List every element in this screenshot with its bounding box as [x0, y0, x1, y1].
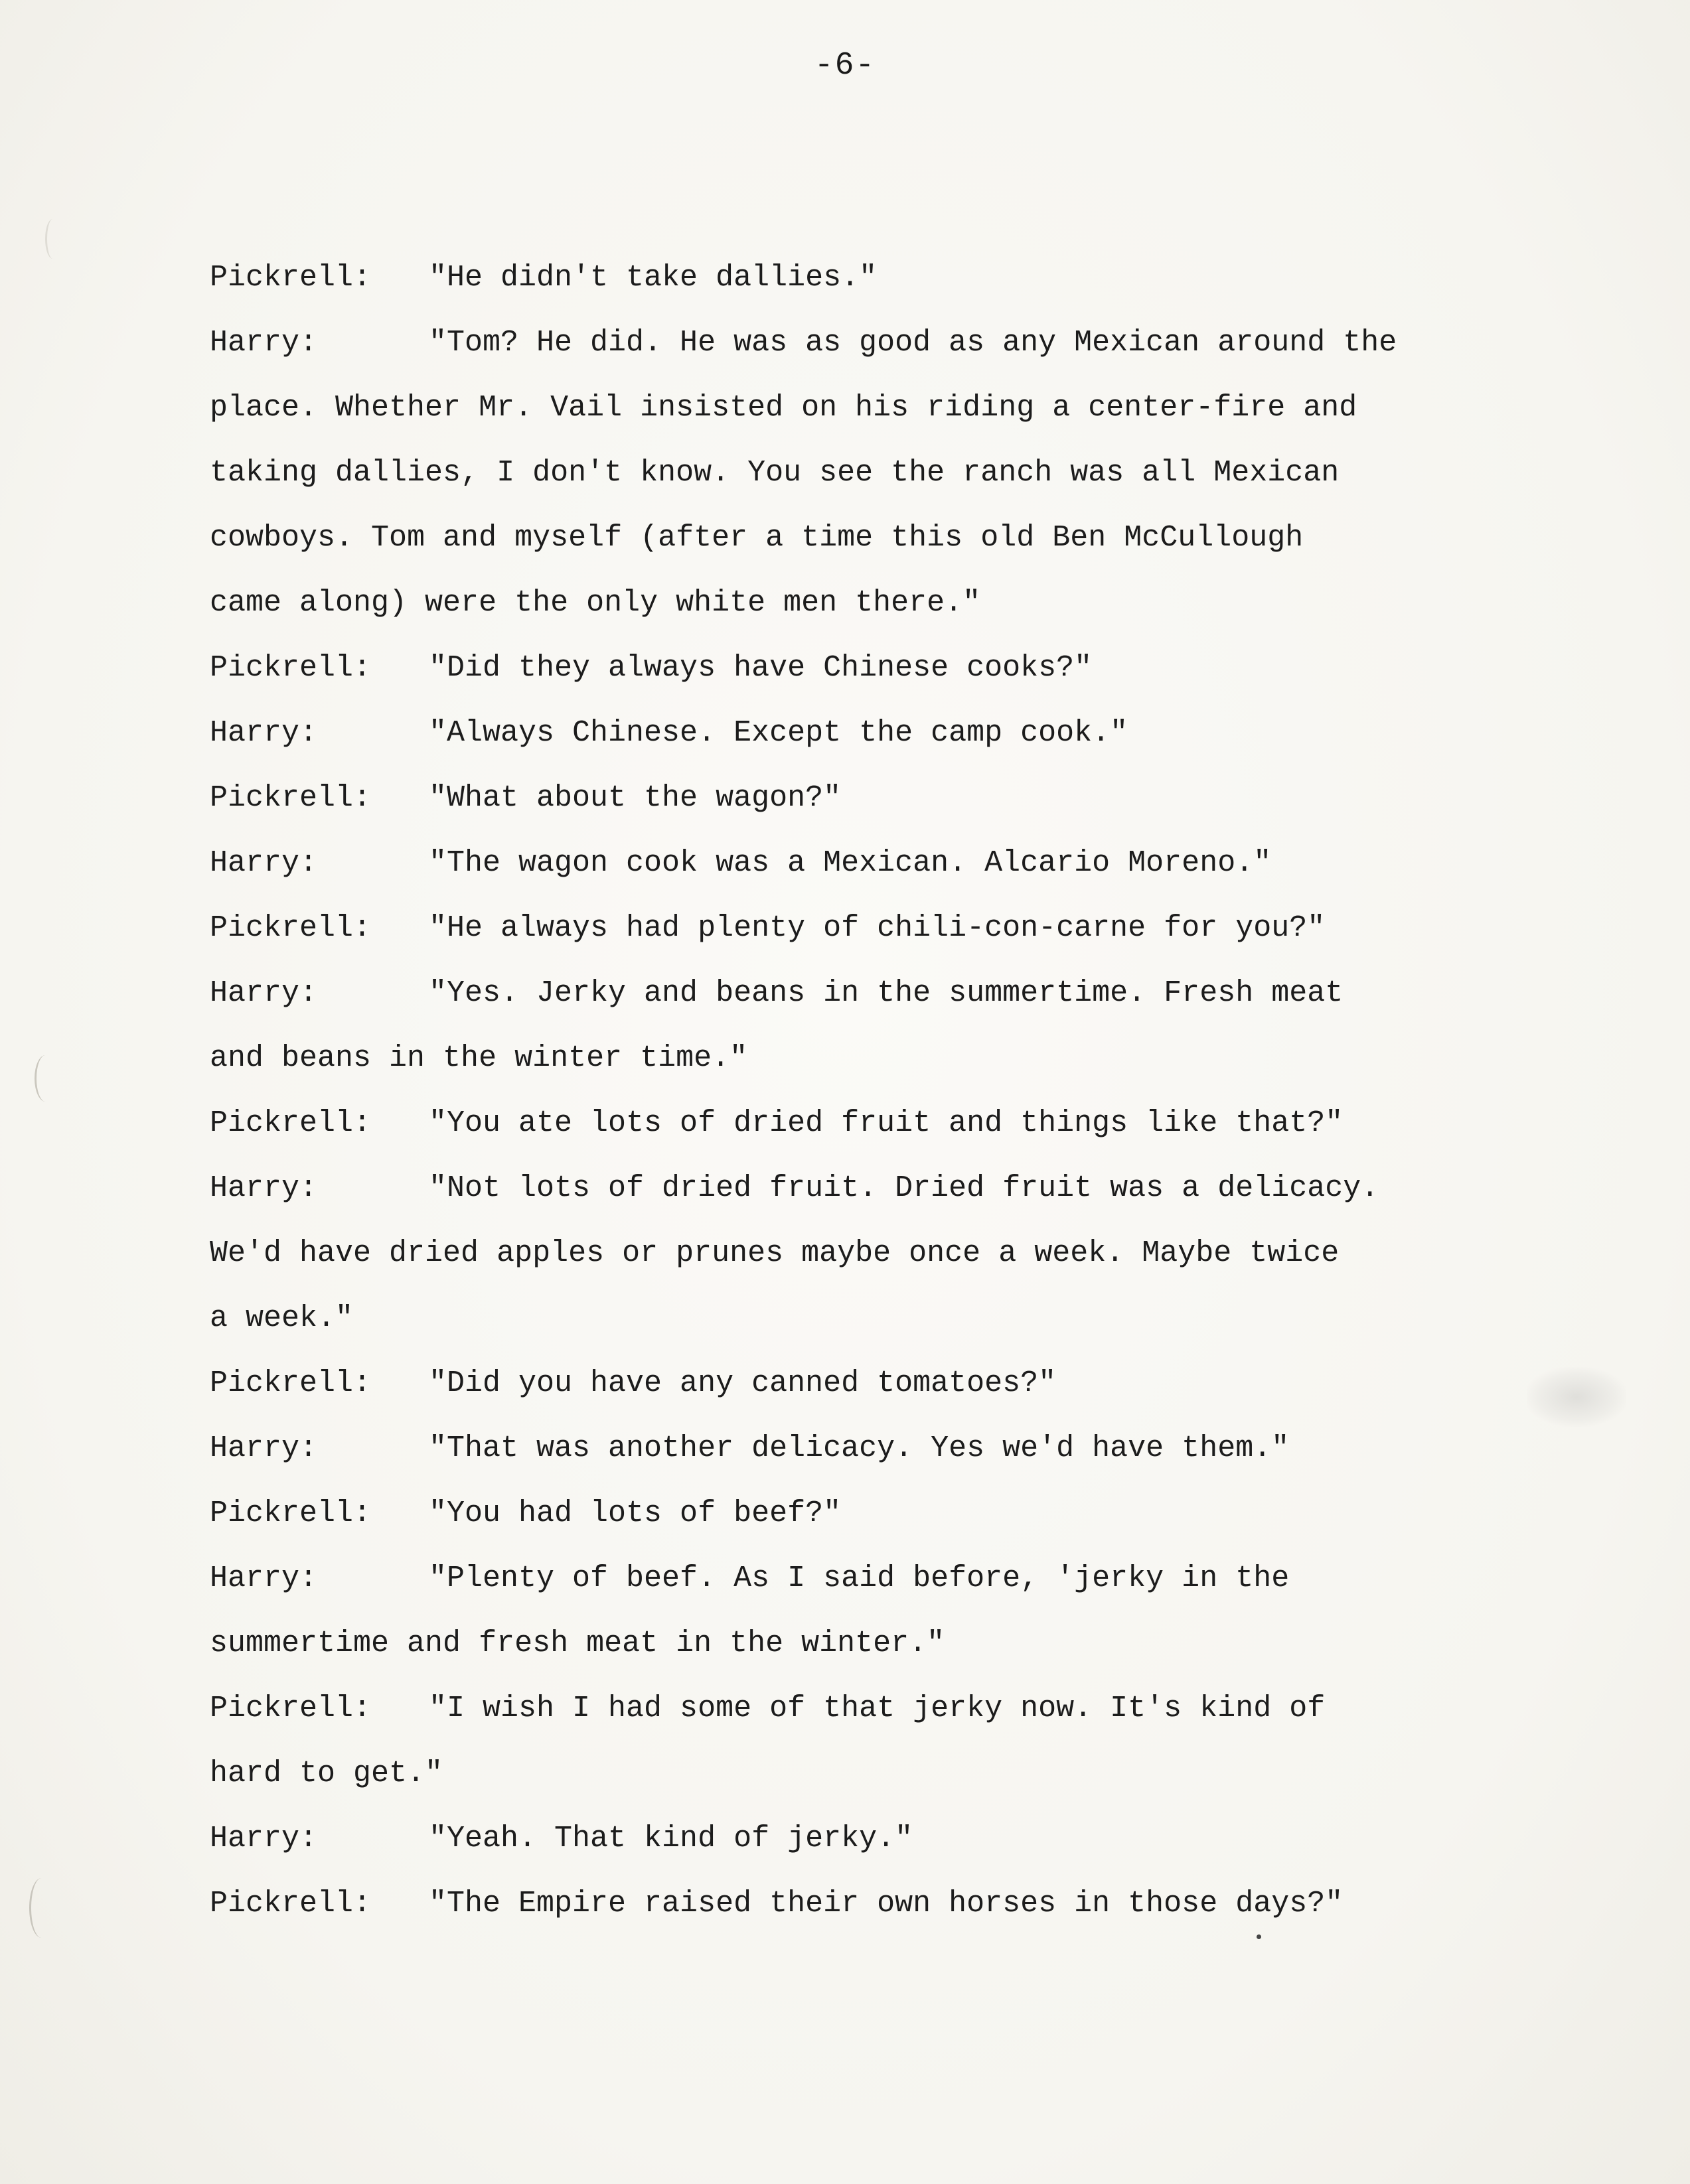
speaker-label: Pickrell: [210, 1496, 372, 1530]
transcript-entry [210, 1416, 1537, 1481]
transcript-entry [210, 961, 1537, 1026]
speech-continuation-line: cowboys. Tom and myself (after a time this old Ben McCullough [210, 521, 1304, 555]
transcript-entry [210, 636, 1537, 701]
speaker-label: Harry: [210, 1822, 318, 1856]
interview-transcript [210, 246, 1537, 1936]
speaker-label: Pickrell: [210, 1692, 372, 1725]
speech-line: "Yeah. That kind of jerky." [429, 1822, 913, 1856]
margin-paper-mark [45, 219, 60, 259]
speech-line: "Plenty of beef. As I said before, 'jerky in the [429, 1562, 1290, 1595]
speaker-label: Harry: [210, 846, 318, 880]
transcript-entry [210, 701, 1537, 766]
speaker-label: Pickrell: [210, 911, 372, 945]
speaker-label: Harry: [210, 1431, 318, 1465]
transcript-entry [210, 1351, 1537, 1416]
transcript-entry [210, 896, 1537, 961]
speech-line: "He always had plenty of chili-con-carne for you?" [429, 911, 1326, 945]
speaker-label: Pickrell: [210, 651, 372, 685]
transcript-entry [210, 246, 1537, 311]
speech-line: "The wagon cook was a Mexican. Alcario Moreno." [429, 846, 1272, 880]
speech-continuation-line: a week." [210, 1301, 354, 1335]
transcript-entry [210, 1156, 1537, 1221]
speech-continuation-line: taking dallies, I don't know. You see the ranch was all Mexican [210, 456, 1340, 490]
transcript-entry [210, 1546, 1537, 1611]
margin-paper-mark [35, 1055, 56, 1102]
speech-line: "He didn't take dallies." [429, 261, 878, 295]
speech-line: "Not lots of dried fruit. Dried fruit was a delicacy. [429, 1171, 1379, 1205]
speech-continuation-line: hard to get." [210, 1757, 443, 1790]
speaker-label: Harry: [210, 326, 318, 360]
transcript-entry [210, 1481, 1537, 1546]
speech-continuation-line: and beans in the winter time." [210, 1041, 748, 1075]
speaker-label: Pickrell: [210, 261, 372, 295]
speech-line: "You had lots of beef?" [429, 1496, 842, 1530]
page-number: -6- [814, 48, 876, 84]
speaker-label: Pickrell: [210, 781, 372, 815]
transcript-entry [210, 1091, 1537, 1156]
transcript-entry [210, 1676, 1537, 1741]
speaker-label: Pickrell: [210, 1887, 372, 1921]
speech-continuation-line: place. Whether Mr. Vail insisted on his riding a center-fire and [210, 391, 1357, 425]
transcript-entry [210, 311, 1537, 376]
speech-line: "That was another delicacy. Yes we'd have them." [429, 1431, 1290, 1465]
speaker-label: Pickrell: [210, 1106, 372, 1140]
speaker-label: Harry: [210, 1171, 318, 1205]
speech-line: "What about the wagon?" [429, 781, 842, 815]
speech-line: "Did you have any canned tomatoes?" [429, 1366, 1057, 1400]
speech-continuation-line: came along) were the only white men there." [210, 586, 981, 620]
speech-continuation-line: We'd have dried apples or prunes maybe once a week. Maybe twice [210, 1236, 1340, 1270]
speech-line: "You ate lots of dried fruit and things like that?" [429, 1106, 1344, 1140]
transcript-entry [210, 1806, 1537, 1871]
margin-paper-mark [29, 1878, 54, 1938]
speaker-label: Harry: [210, 716, 318, 750]
speech-line: "Tom? He did. He was as good as any Mexican around the [429, 326, 1397, 360]
speech-line: "Yes. Jerky and beans in the summertime. Fresh meat [429, 976, 1344, 1010]
speech-continuation-line: summertime and fresh meat in the winter." [210, 1627, 945, 1660]
transcript-entry [210, 766, 1537, 831]
speech-line: "Always Chinese. Except the camp cook." [429, 716, 1128, 750]
transcript-entry [210, 1871, 1537, 1936]
speaker-label: Harry: [210, 1562, 318, 1595]
speech-line: "Did they always have Chinese cooks?" [429, 651, 1093, 685]
speaker-label: Pickrell: [210, 1366, 372, 1400]
speaker-label: Harry: [210, 976, 318, 1010]
speech-line: "The Empire raised their own horses in those days?" [429, 1887, 1344, 1921]
speech-line: "I wish I had some of that jerky now. It's kind of [429, 1692, 1326, 1725]
ink-dot [1257, 1934, 1261, 1939]
paper-smudge [1527, 1367, 1626, 1427]
transcript-entry [210, 831, 1537, 896]
